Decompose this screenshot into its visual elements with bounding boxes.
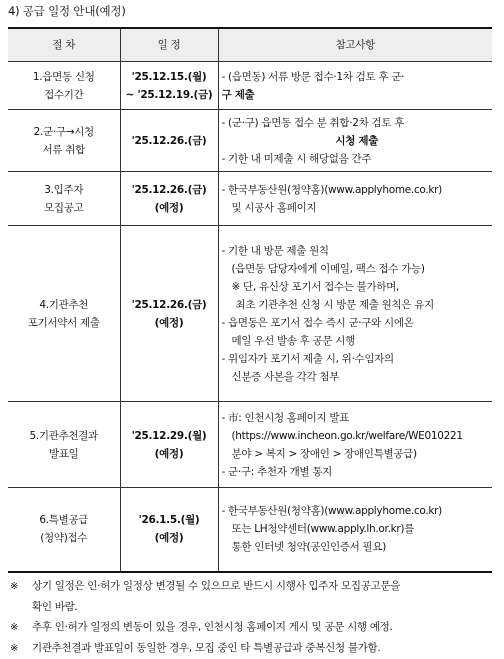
reference-mark-icon: ※ <box>10 643 19 654</box>
footnote-item <box>8 576 498 597</box>
footnote-item <box>8 638 498 659</box>
table-row <box>8 110 492 172</box>
note-line: - (읍면동) 서류 방문 접수·1차 검토 후 군· <box>221 70 405 83</box>
reference-mark-icon: ※ <box>10 581 19 592</box>
date-text: '25.12.26.(금) <box>131 298 207 311</box>
step-cell <box>8 488 120 572</box>
note-line: - 위임자가 포기서 제출 시, 위·수임자의 <box>221 352 394 365</box>
notes-cell <box>218 172 492 226</box>
step-text: 3.입주자 <box>44 183 84 196</box>
table-header-row <box>8 28 492 62</box>
note-line: (https://www.incheon.go.kr/welfare/WE010221 <box>231 429 463 442</box>
step-text: 모집공고 <box>44 201 84 214</box>
step-text: 5.기관추천결과 <box>29 429 98 442</box>
notes-cell <box>218 488 492 572</box>
footnote-text: 확인 바람. <box>32 601 78 613</box>
step-cell <box>8 402 120 488</box>
table-row <box>8 488 492 572</box>
note-line: 또는 LH청약센터(www.apply.lh.or.kr)를 <box>231 523 415 536</box>
date-text: '25.12.15.(월) <box>131 70 207 83</box>
step-text: 2.군·구→시청 <box>33 125 94 138</box>
date-cell <box>120 110 218 172</box>
footnote-text: 기관추천결과 발표일이 동일한 경우, 모집 중인 타 특별공급과 중복신청 불가함. <box>32 642 381 654</box>
date-text: '25.12.26.(금) <box>131 183 207 196</box>
date-text: ~ '25.12.19.(금) <box>125 88 213 101</box>
date-text: '25.12.29.(월) <box>131 429 207 442</box>
step-text: 포기서약서 제출 <box>27 316 100 329</box>
note-line: 시청 제출 <box>335 134 379 147</box>
note-line: - (군·구) 읍면동 접수 분 취합·2차 검토 후 <box>221 116 405 129</box>
date-text: (예정) <box>154 447 184 460</box>
table-row <box>8 226 492 402</box>
footnote-text: 상기 일정은 인·허가 일정상 변경될 수 있으므로 반드시 시행사 입주자 모집공고문을 <box>32 580 401 592</box>
step-text: 1.읍면동 신청 <box>32 70 95 83</box>
footnote-item <box>8 617 498 638</box>
note-line: 최초 기관추천 신청 시 방문 제출 원칙은 유지 <box>235 298 434 311</box>
table-row <box>8 62 492 110</box>
step-cell <box>8 172 120 226</box>
note-line: - 기한 내 방문 제출 원칙 <box>221 244 329 257</box>
note-line: 메일 우선 발송 후 공문 시행 <box>231 334 355 347</box>
note-line: 통한 인터넷 청약(공인인증서 필요) <box>231 541 387 554</box>
step-cell <box>8 62 120 110</box>
note-line: - 市: 인천시청 홈페이지 발표 <box>221 411 350 424</box>
date-cell <box>120 226 218 402</box>
header-step: 절 차 <box>8 28 120 62</box>
note-line: 신분증 사본을 각각 첨부 <box>231 370 340 383</box>
note-line: - 읍면동은 포기서 접수 즉시 군·구와 시에온 <box>221 316 414 329</box>
step-text: (청약)접수 <box>40 532 88 545</box>
header-schedule: 일 정 <box>120 28 218 62</box>
date-cell <box>120 62 218 110</box>
notes-cell <box>218 110 492 172</box>
note-line: 및 시공사 홈페이지 <box>231 201 317 214</box>
note-line: (읍면동 담당자에게 이메일, 팩스 접수 가능) <box>231 262 425 275</box>
note-line: - 한국부동산원(청약홈)(www.applyhome.co.kr) <box>221 183 442 196</box>
note-line: - 기한 내 미제출 시 해당없음 간주 <box>221 152 372 165</box>
notes-cell <box>218 62 492 110</box>
date-cell <box>120 402 218 488</box>
date-cell <box>120 172 218 226</box>
step-text: 발표일 <box>48 447 79 460</box>
step-cell <box>8 110 120 172</box>
step-text: 4.기관추천 <box>39 298 89 311</box>
schedule-table <box>8 27 492 573</box>
date-text: (예정) <box>154 532 184 545</box>
footnotes <box>8 576 498 659</box>
note-line: 구 제출 <box>221 88 255 101</box>
note-line: ※ 단, 유신상 포기서 접수는 불가하며, <box>231 280 400 293</box>
note-line: 분야 > 복지 > 장애인 > 장애인특별공급) <box>231 447 417 460</box>
reference-mark-icon: ※ <box>10 622 19 633</box>
step-text: 6.특별공급 <box>39 514 89 527</box>
date-text: (예정) <box>154 316 184 329</box>
table-row <box>8 402 492 488</box>
footnote-text: 추후 인·허가 일정의 변동이 있을 경우, 인천시청 홈페이지 게시 및 공문 시행 예정. <box>32 621 393 633</box>
header-notes: 참고사항 <box>218 28 492 62</box>
date-cell <box>120 488 218 572</box>
notes-cell <box>218 226 492 402</box>
date-text: (예정) <box>154 201 184 214</box>
date-text: '25.12.26.(금) <box>131 134 207 147</box>
note-line: - 한국부동산원(청약홈)(www.applyhome.co.kr) <box>221 505 442 518</box>
section-heading: 4) 공급 일정 안내(예정) <box>8 4 126 18</box>
table-row <box>8 172 492 226</box>
step-text: 접수기간 <box>44 88 84 101</box>
step-text: 서류 취합 <box>42 143 85 156</box>
notes-cell <box>218 402 492 488</box>
note-line: - 군·구: 추천자 개별 통지 <box>221 465 333 478</box>
step-cell <box>8 226 120 402</box>
date-text: '26.1.5.(월) <box>138 514 200 527</box>
